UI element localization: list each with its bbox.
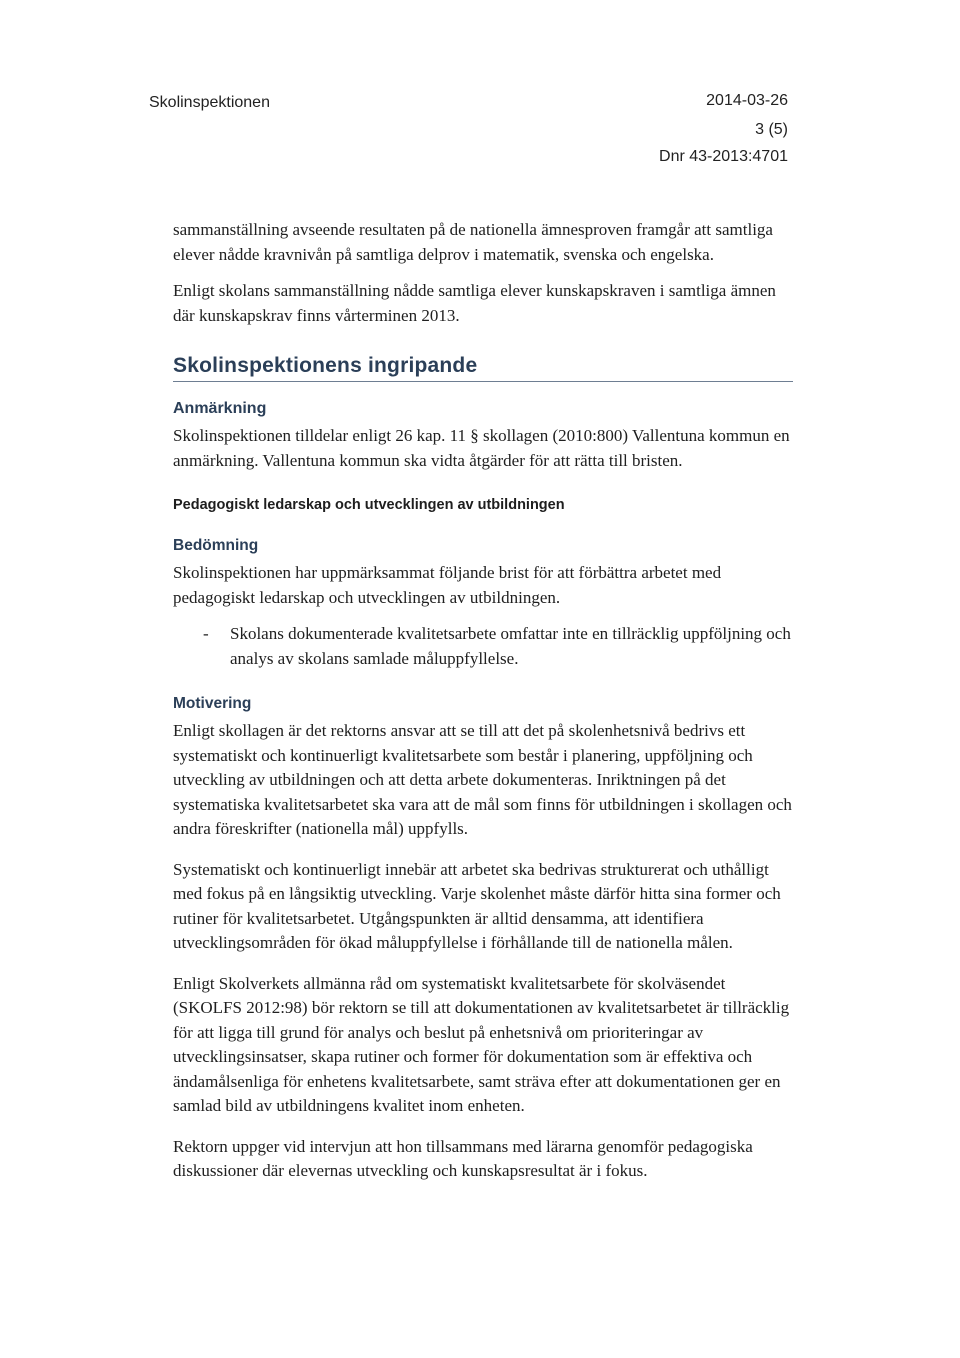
list-item [173, 622, 793, 671]
motivering-paragraph-1: Enligt skollagen är det rektorns ansvar att se till att det på skolenhetsnivå bedrivs ett systematiskt och kontinuerligt kvalitetsarbete som består i planering, uppföljning och utveckling av utbildningen och att detta arbete dokumenteras. Inriktningen på det systematiska kvalitetsarbetet ska vara att de mål som finns för utbildningen i skollagen och andra föreskrifter (nationella mål) uppfylls. [173, 721, 792, 838]
intro-paragraph-2: Enligt skolans sammanställning nådde samtliga elever kunskapskraven i samtliga ämnen där kunskapskrav finns vårterminen 2013. [173, 281, 776, 325]
header-reference-number: Dnr 43-2013:4701 [659, 148, 788, 165]
bullet-dash: - [203, 624, 209, 643]
motivering-paragraph-2: Systematiskt och kontinuerligt innebär att arbetet ska bedrivas strukturerat och uthålligt med fokus på en långsiktig utveckling. Varje skolenhet måste därför hitta sina former och rutiner för kvalitetsarbetet. Utgångspunkten är alltid densamma, att identifiera utvecklingsområden för ökad måluppfyllelse i förhållande till de nationella målen. [173, 859, 781, 952]
anmarkning-heading: Anmärkning [173, 400, 267, 417]
anmarkning-paragraph: Skolinspektionen tilldelar enligt 26 kap. 11 § skollagen (2010:800) Vallentuna kommun en anmärkning. Vallentuna kommun ska vidta åtgärder för att rätta till bristen. [173, 426, 790, 470]
section-title: Skolinspektionens ingripande [173, 354, 793, 382]
header-date: 2014-03-26 [706, 92, 788, 109]
document-body [173, 218, 793, 1184]
motivering-paragraph-3: Enligt Skolverkets allmänna råd om systematiskt kvalitetsarbete för skolväsendet (SKOLFS 2012:98) bör rektorn se till att dokumentationen av kvalitetsarbetet är tillräcklig för att ligga till grund för analys och beslut på enhetsnivå om prioriteringar av utvecklingsinsatser, skapa rutiner och former för dokumentation som är effektiva och ändamålsenliga för enhetens kvalitetsarbete, samt sträva efter att dokumentationen ger en samlad bild av utbildningens kvalitet inom enheten. [173, 973, 790, 1115]
header-organization: Skolinspektionen [149, 94, 270, 111]
bedomning-heading: Bedömning [173, 537, 259, 554]
bullet-text: Skolans dokumenterade kvalitetsarbete omfattar inte en tillräcklig uppföljning och analys av skolans samlade måluppfyllelse. [230, 624, 791, 668]
bedomning-paragraph: Skolinspektionen har uppmärksammat följande brist för att förbättra arbetet med pedagogiskt ledarskap och utvecklingen av utbildningen. [173, 563, 722, 607]
header-page-number: 3 (5) [755, 121, 788, 138]
motivering-heading: Motivering [173, 695, 252, 712]
area-title: Pedagogiskt ledarskap och utvecklingen av utbildningen [173, 497, 565, 513]
intro-paragraph-1: sammanställning avseende resultaten på de nationella ämnesproven framgår att samtliga elever nådde kravnivån på samtliga delprov i matematik, svenska och engelska. [173, 220, 773, 264]
motivering-paragraph-4: Rektorn uppger vid intervjun att hon tillsammans med lärarna genomför pedagogiska diskussioner där elevernas utveckling och kunskapsresultat är i fokus. [173, 1136, 753, 1180]
